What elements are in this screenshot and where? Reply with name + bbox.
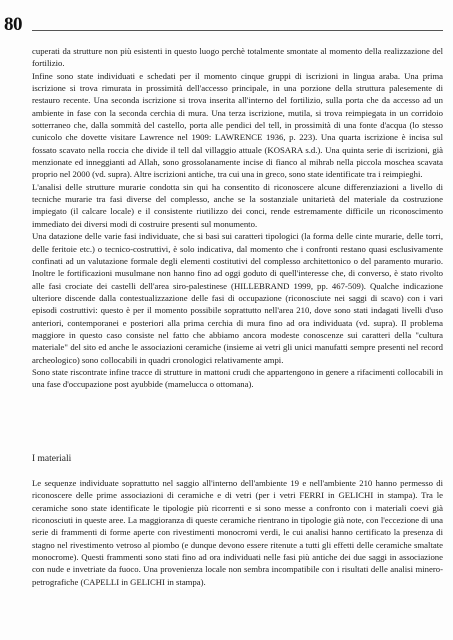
- section-heading: I materiali: [32, 454, 72, 464]
- paragraph: Una datazione delle varie fasi individuate, che si basi sui caratteri tipologici (la forma delle cinte murarie, delle torri, delle feritoie etc.) o tecnico-costruttivi, è solo indicativa, dal momento che i confronti restano quasi esclusivamente confinati ad un valutazione formale degli elementi costitutivi del complesso architettonico o del paramento murario. Inoltre le fortificazioni musulmane non hanno fino ad oggi goduto di quell'interesse che, di converso, è stato rivolto alle fasi crociate dei castelli dell'area siro-palestinese (HILLEBRAND 1999, pp. 467-509). Qualche indicazione ulteriore discende dalla contestualizzazione delle fasi di occupazione (riconosciute nei saggi di scavo) con i vari episodi costruttivi: questo è per il momento possibile soprattutto nell'area 210, dove sono stati indagati livelli d'uso anteriori, contemporanei e posteriori alla prima cerchia di mura fino ad ora individuata (vd. supra). Il problema maggiore in questo caso consiste nel fatto che abbiamo ancora modeste conoscenze sui caratteri della "cultura materiale" del sito ed anche le associazioni ceramiche (insieme ai vetri gli unici manufatti sempre presenti nel record archeologico) sono collocabili in quadri cronologici relativamente ampi.: [32, 231, 443, 365]
- paragraph: Le sequenze individuate soprattutto nel saggio all'interno dell'ambiente 19 e nell'ambiente 210 hanno permesso di riconoscere delle prime associazioni di ceramiche e di vetri (per i vetri FERRI in GELICHI in stampa). Tra le ceramiche sono state identificate le tipologie più ricorrenti e si sono messe a confronto con i materiali coevi già riconosciuti in queste aree. La maggioranza di queste ceramiche rientrano in tipologie già note, con l'eccezione di una serie di frammenti di forme aperte con rivestimenti monocromi verdi, le cui analisi hanno certificato la presenza di stagno nel rivestimento vetroso al piombo (e dunque devono essere ritenute a tutti gli effetti delle ceramiche smaltate monocrome). Questi frammenti sono stati fino ad ora individuati nelle fasi più antiche dei due saggi in associazione con nude e invetriate da fuoco. Una provenienza locale non sembra incompatibile con i risultati delle analisi minero-petrografiche (CAPELLI in GELICHI in stampa).: [32, 478, 443, 587]
- header-rule: [32, 30, 443, 31]
- paragraph: Infine sono state individuati e schedati per il momento cinque gruppi di iscrizioni in lingua araba. Una prima iscrizione si trova rimurata in prossimità dell'accesso principale, in una porzione della struttura palesemente di restauro recente. Una seconda iscrizione si trova inserita all'interno del fortilizio, sulla porta che da accesso ad un ambiente in fase con la seconda cerchia di mura. Una terza iscrizione, mutila, si trova reimpiegata in un corridoio sotterraneo che, dalla sommità del castello, porta alle pendici del tell, in prossimità di una fonte d'acqua (lo stesso cunicolo che dovette visitare Lawrence nel 1909: LAWRENCE 1936, p. 223). Una quarta iscrizione è incisa sul fossato scavato nella roccia che divide il tell dal villaggio attuale (KOSARA s.d.). Una quinta serie di iscrizioni, già menzionate ed inneggianti ad Allah, sono grossolanamente incise di fianco al mihrab nella piccola moschea scavata proprio nel 2000 (vd. supra). Altre iscrizioni antiche, tra cui una in greco, sono state identificate tra i reimpieghi.: [32, 70, 443, 180]
- main-text: [32, 45, 443, 391]
- paragraph: cuperati da strutture non più esistenti in questo luogo perchè totalmente smontate al momento della realizzazione del fortilizio.: [32, 46, 443, 69]
- paragraph: Sono state riscontrate infine tracce di strutture in mattoni crudi che appartengono in genere a rifacimenti collocabili in una fase d'occupazione post ayubbide (mamelucca o ottomana).: [32, 366, 443, 390]
- page-number: 80: [4, 14, 22, 35]
- section-text: [32, 477, 443, 588]
- paragraph: L'analisi delle strutture murarie condotta sin qui ha consentito di riconoscere alcune differenziazioni a livello di tecniche murarie tra fasi diverse del complesso, anche se la sostanziale unitarietà del materiale da costruzione impiegato (il calcare locale) e il consistente riutilizzo dei conci, rende estremamente difficile un riconoscimento immediato dei diversi modi di costruire presenti sul monumento.: [32, 181, 443, 229]
